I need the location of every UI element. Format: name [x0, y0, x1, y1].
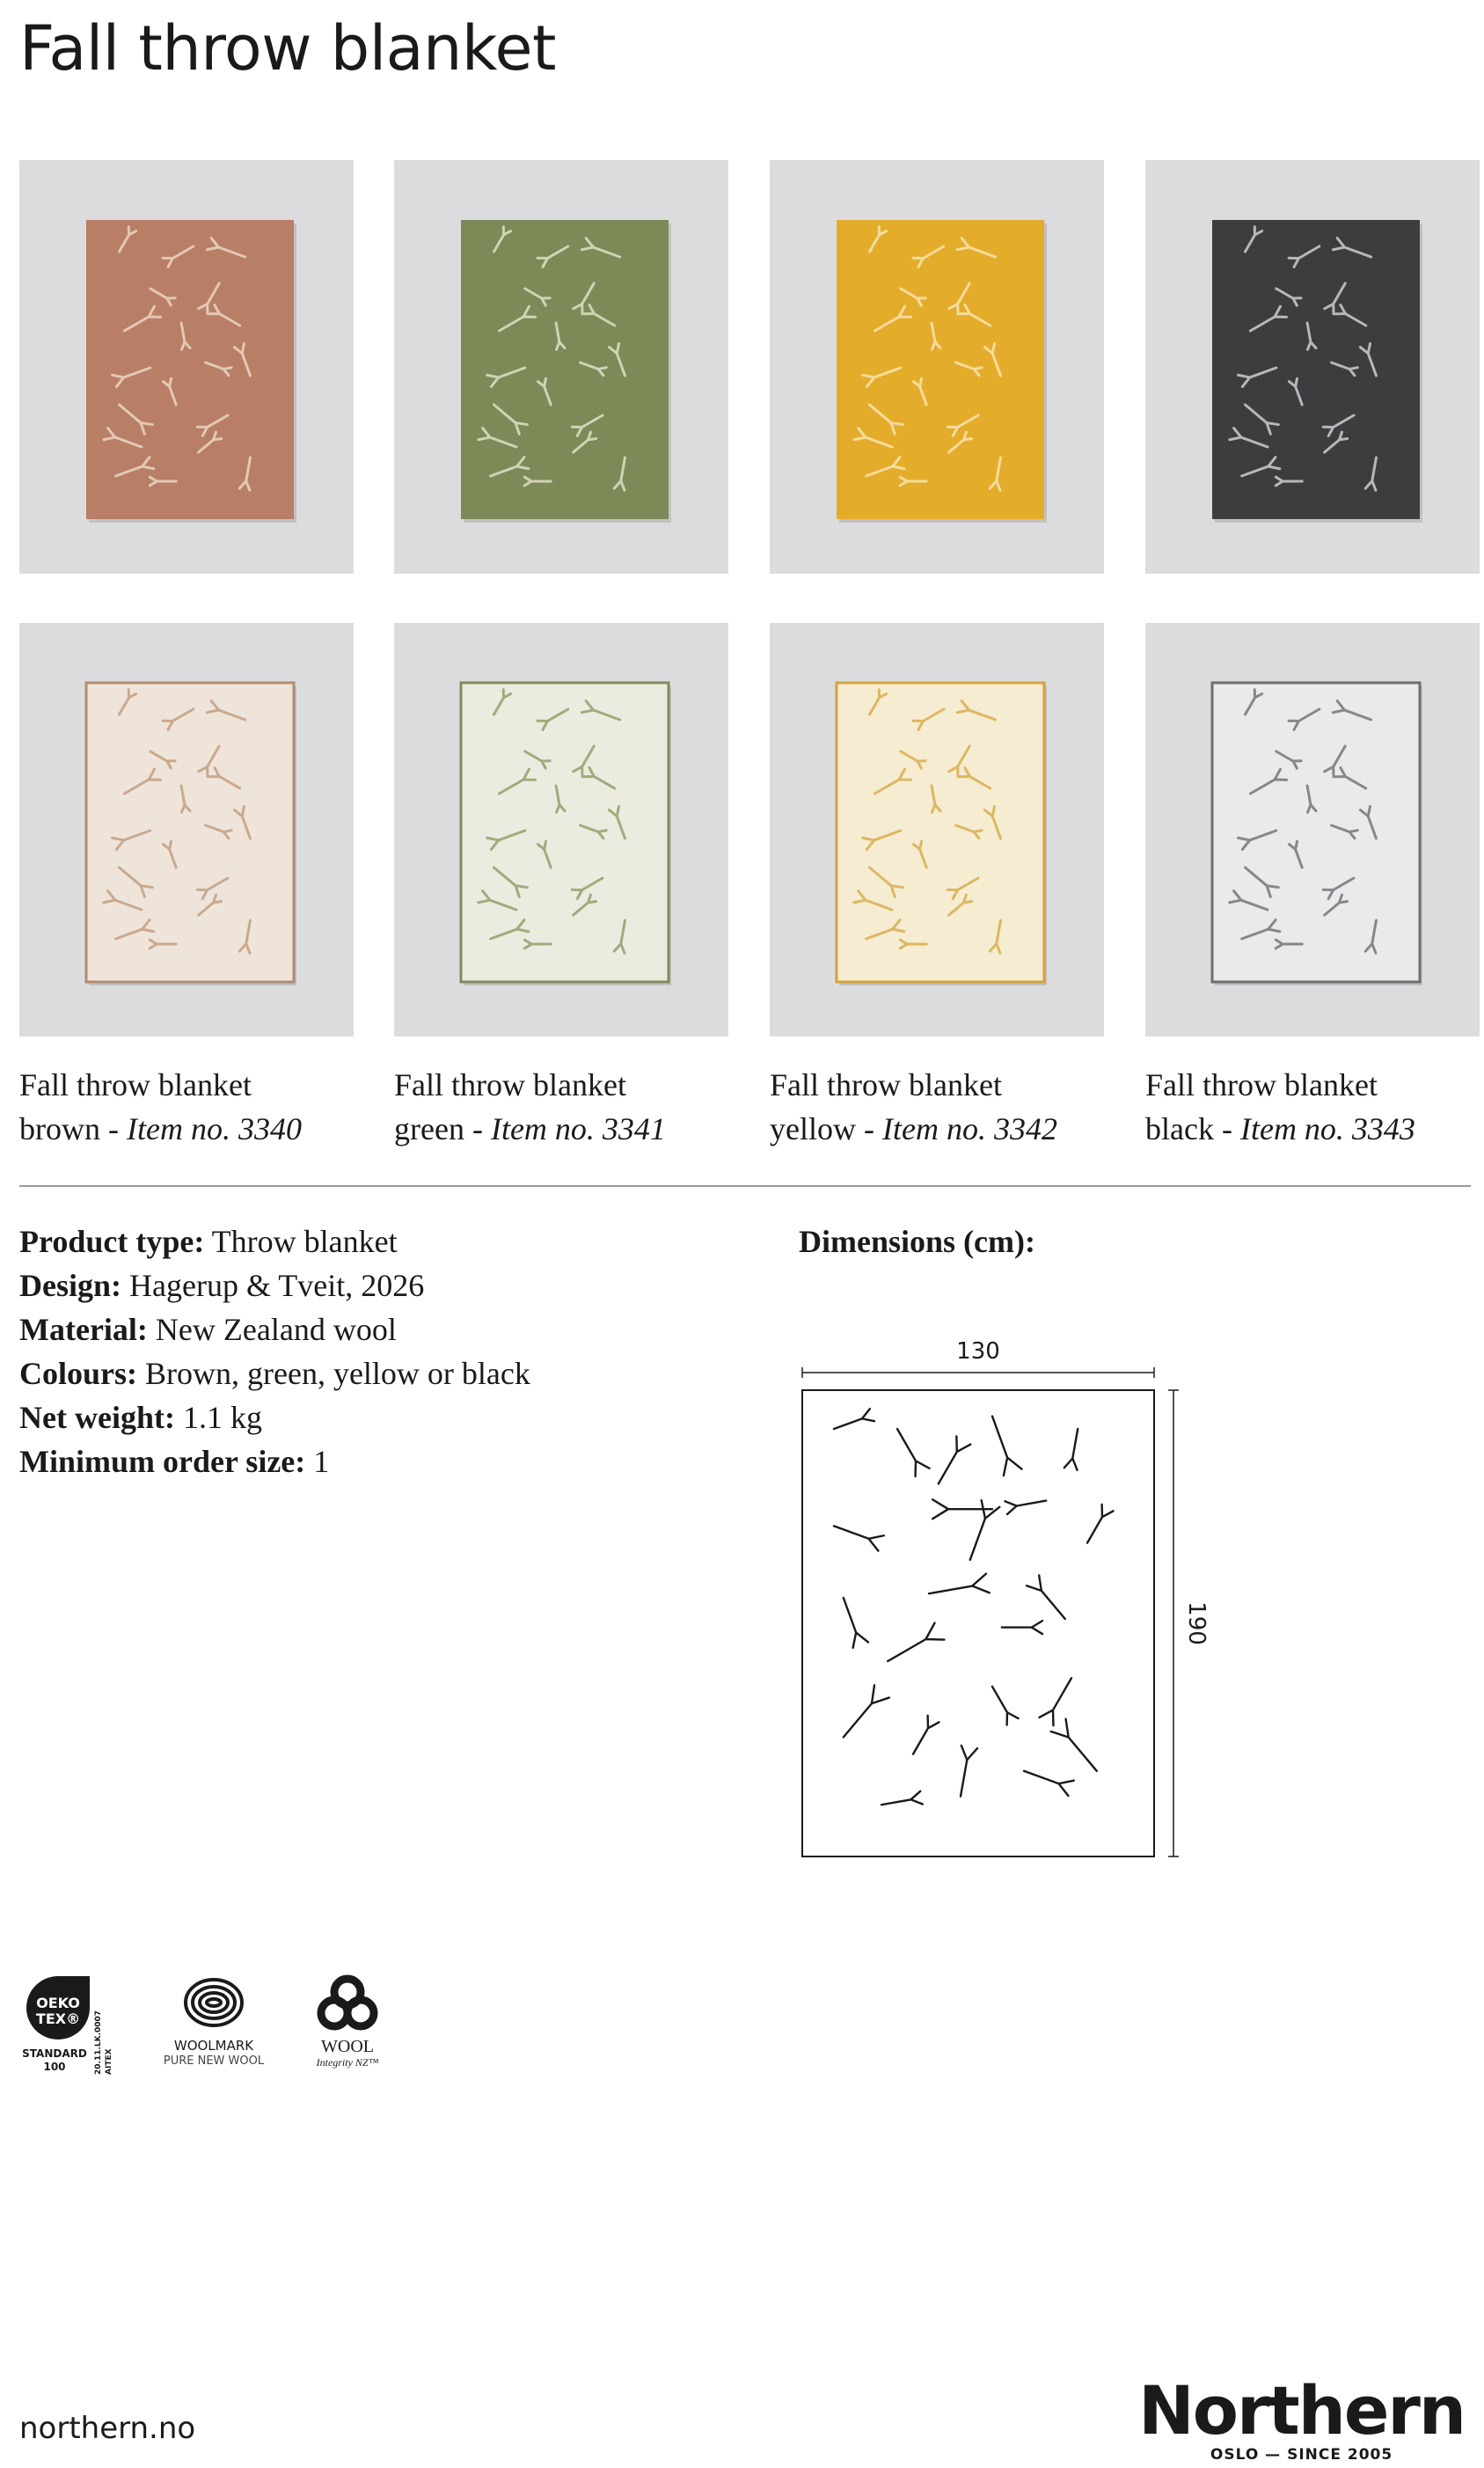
blanket-back-image-yellow — [770, 623, 1104, 1036]
product-item-number: Item no. 3342 — [881, 1111, 1057, 1146]
blanket-front-image-black — [1145, 160, 1480, 574]
svg-text:TEX®: TEX® — [35, 2010, 81, 2027]
height-label: 190 — [1183, 1601, 1210, 1645]
page-title: Fall throw blanket — [19, 12, 556, 84]
width-label: 130 — [956, 1338, 1000, 1365]
oeko-tex-logo — [22, 1976, 113, 2075]
product-caption-yellow: Fall throw blanket yellow - Item no. 3342 — [770, 1063, 1057, 1151]
product-colour: brown — [19, 1111, 100, 1146]
product-caption-brown: Fall throw blanket brown - Item no. 3340 — [19, 1063, 302, 1151]
product-specs — [19, 1219, 530, 1483]
product-colour: black — [1145, 1111, 1214, 1146]
product-name: Fall throw blanket — [394, 1067, 626, 1102]
product-caption-black: Fall throw blanket black - Item no. 3343 — [1145, 1063, 1415, 1151]
spec-product-type: Product type: Throw blanket — [19, 1224, 398, 1259]
product-name: Fall throw blanket — [770, 1067, 1002, 1102]
spec-design: Design: Hagerup & Tveit, 2026 — [19, 1268, 425, 1303]
spec-minimum-order: Minimum order size: 1 — [19, 1444, 330, 1479]
certification-logos — [19, 1971, 424, 2094]
svg-text:PURE NEW WOOL: PURE NEW WOOL — [163, 2054, 265, 2068]
spec-colours: Colours: Brown, green, yellow or black — [19, 1356, 530, 1391]
blanket-back-image-green — [394, 623, 728, 1036]
product-item-number: Item no. 3341 — [490, 1111, 666, 1146]
blanket-outline — [802, 1390, 1154, 1856]
spec-net-weight: Net weight: 1.1 kg — [19, 1400, 262, 1435]
divider — [19, 1185, 1471, 1187]
blanket-front-image-green — [394, 160, 728, 574]
svg-text:OEKO: OEKO — [36, 1995, 80, 2011]
brand-name: Northern — [1138, 2371, 1465, 2450]
svg-text:WOOL: WOOL — [321, 2037, 374, 2056]
product-caption-green: Fall throw blanket green - Item no. 3341 — [394, 1063, 666, 1151]
svg-text:Integrity NZ™: Integrity NZ™ — [316, 2056, 379, 2069]
svg-text:AITEX: AITEX — [105, 2048, 113, 2075]
product-name: Fall throw blanket — [19, 1067, 252, 1102]
brand-tagline: OSLO — SINCE 2005 — [1210, 2446, 1393, 2464]
svg-text:STANDARD: STANDARD — [22, 2047, 87, 2060]
northern-logo — [1138, 2371, 1465, 2464]
svg-text:100: 100 — [43, 2061, 66, 2073]
dimension-drawing — [792, 1329, 1210, 1874]
dimensions-title: Dimensions (cm): — [799, 1224, 1035, 1259]
svg-text:WOOLMARK: WOOLMARK — [173, 2038, 254, 2054]
product-colour: green — [394, 1111, 464, 1146]
blanket-front-image-brown — [19, 160, 354, 574]
blanket-back-image-brown — [19, 623, 354, 1036]
product-item-number: Item no. 3340 — [127, 1111, 302, 1146]
product-colour: yellow — [770, 1111, 856, 1146]
product-item-number: Item no. 3343 — [1239, 1111, 1415, 1146]
wool-integrity-nz-logo — [316, 1979, 379, 2069]
blanket-back-image-black — [1145, 623, 1480, 1036]
product-name: Fall throw blanket — [1145, 1067, 1378, 1102]
blanket-front-image-yellow — [770, 160, 1104, 574]
spec-material: Material: New Zealand wool — [19, 1312, 397, 1347]
svg-text:20.11.LK.0007: 20.11.LK.0007 — [94, 2010, 103, 2075]
woolmark-logo — [164, 1980, 265, 2068]
website-link[interactable]: northern.no — [19, 2411, 196, 2446]
